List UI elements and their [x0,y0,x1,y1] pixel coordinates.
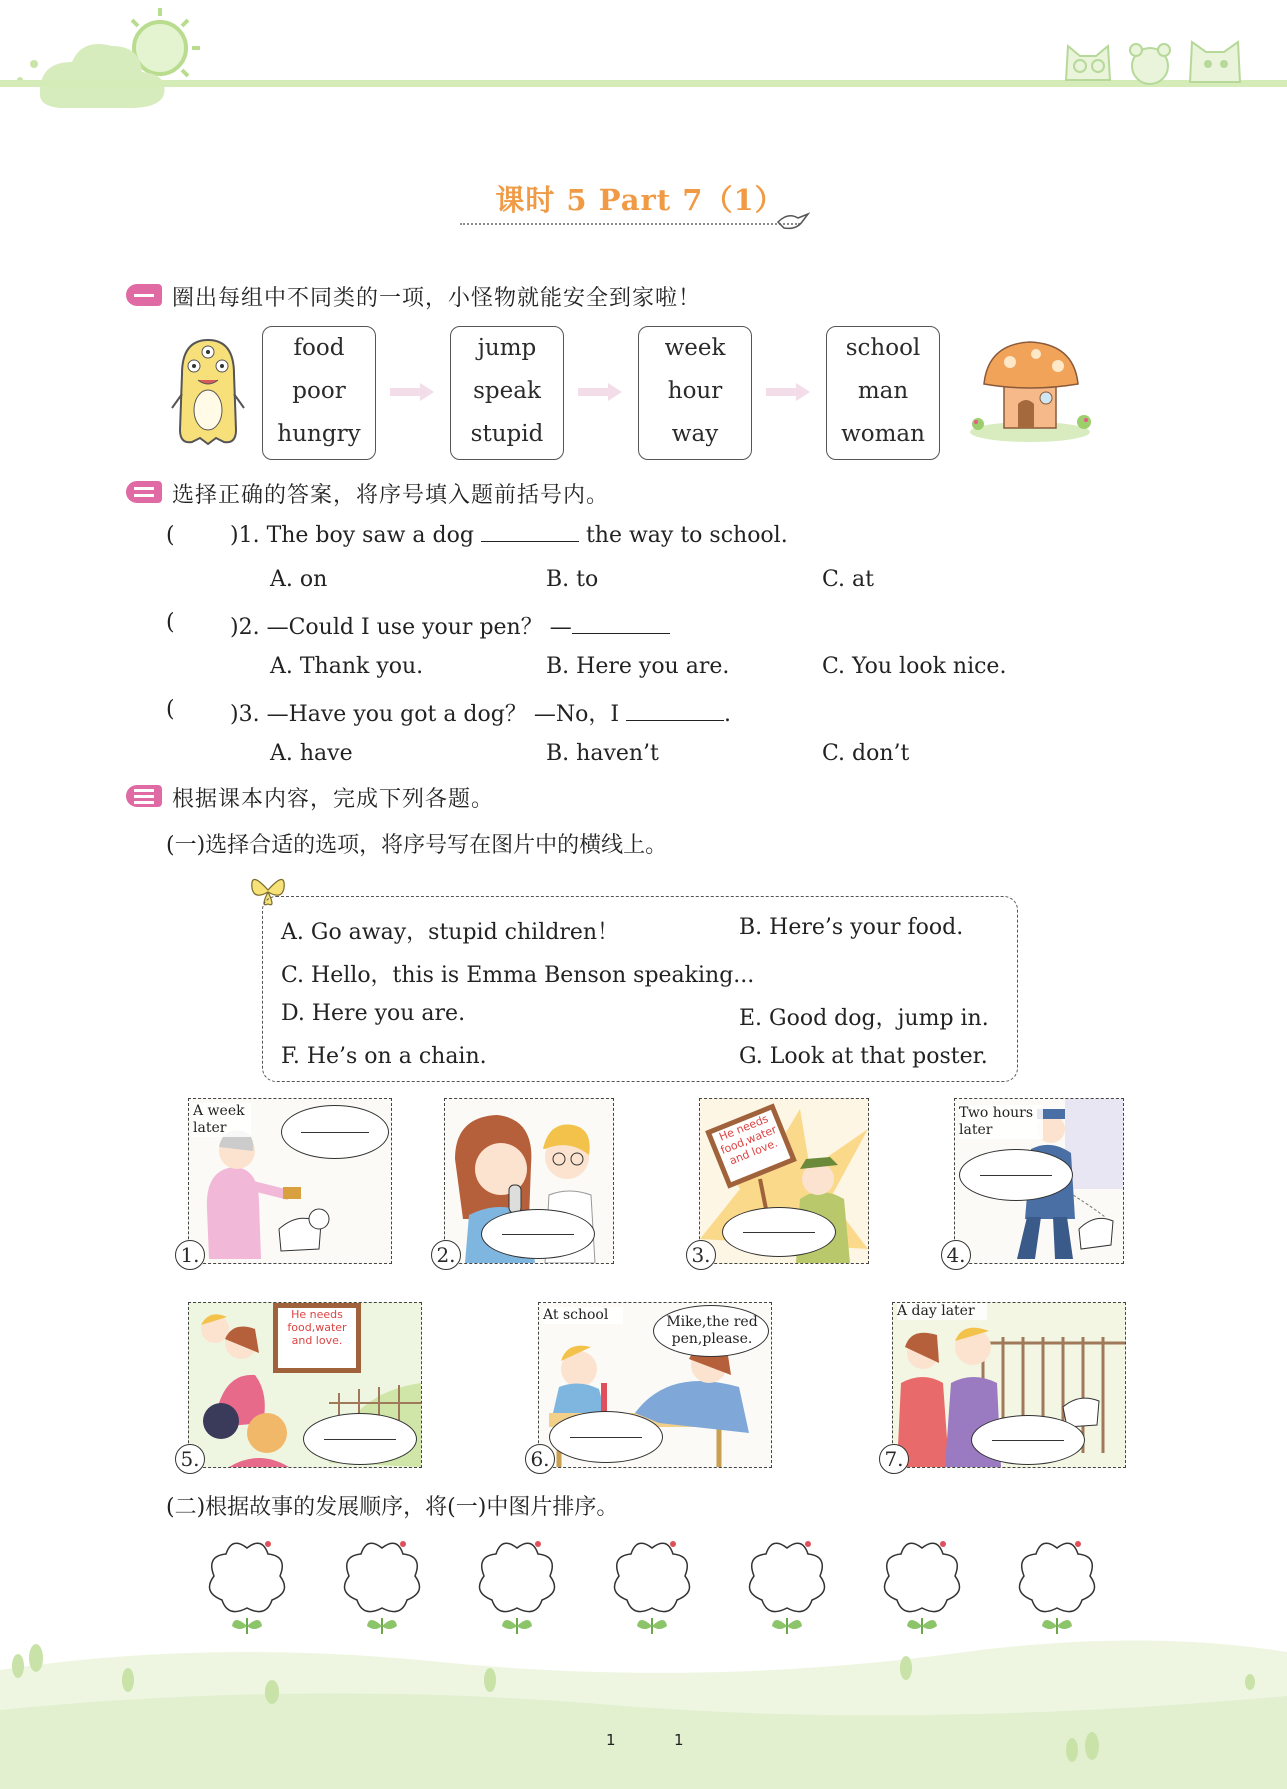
speech-bubble-blank[interactable] [722,1207,836,1257]
title-underline [460,223,800,225]
question-number: )3. [230,702,260,727]
options-box [262,896,1018,1082]
question-text-end: the way to school. [585,523,788,548]
word-group-3 [638,326,752,460]
story-option-g: G. Look at that poster. [739,1044,988,1069]
speech-text: Mike,the red pen,please. [666,1314,758,1347]
word[interactable]: school [845,335,921,361]
question-3 [230,697,731,728]
word[interactable]: week [664,335,726,361]
word-group-1 [262,326,376,460]
picture-number: 2. [431,1240,461,1270]
question-text: —Have you got a dog？ —No，I [266,702,620,727]
section3-badge [126,785,162,807]
picture-caption: Two hours later [959,1105,1043,1139]
story-picture-6 [538,1302,772,1468]
mushroom-house-icon [966,338,1096,444]
section2-instruction: 选择正确的答案，将序号填入题前括号内。 [172,483,610,508]
word[interactable]: food [293,335,345,361]
speech-bubble-blank[interactable] [971,1415,1085,1465]
bird-icon [776,210,810,232]
word[interactable]: hungry [277,421,361,447]
section3-instruction: 根据课本内容，完成下列各题。 [172,787,495,812]
section1-badge [126,284,162,306]
story-picture-2 [444,1098,614,1264]
question-number: )1. [230,523,260,548]
arrow-right-icon [578,383,622,401]
story-option-a: A. Go away，stupid children！ [281,920,620,945]
option-c[interactable]: C. at [822,567,874,592]
grass-hills-decoration [0,1600,1287,1789]
answer-paren[interactable]: ( [166,523,175,548]
word-group-4 [826,326,940,460]
picture-number: 3. [686,1240,716,1270]
word[interactable]: hour [667,378,723,404]
section2-badge [126,481,162,503]
picture-number: 5. [175,1444,205,1474]
page-title: 课时 5 Part 7（1） [495,183,785,217]
question-number: )2. [230,615,260,640]
part1-instruction: (一)选择合适的选项，将序号写在图片中的横线上。 [166,833,668,858]
story-picture-5 [188,1302,422,1468]
picture-number: 4. [941,1240,971,1270]
option-a[interactable]: A. have [270,741,353,766]
monster-icon [168,334,248,448]
story-option-d: D. Here you are. [281,1001,466,1026]
part2-instruction: (二)根据故事的发展顺序，将(一)中图片排序。 [166,1495,619,1520]
answer-blank[interactable] [481,523,579,542]
question-1 [230,523,788,548]
question-2 [230,610,670,641]
word[interactable]: jump [477,335,537,361]
page-number-left: 1 [606,1731,616,1749]
picture-caption: A week later [193,1103,251,1137]
word[interactable]: stupid [470,421,544,447]
speech-bubble-blank[interactable] [481,1209,595,1259]
option-b[interactable]: B. Here you are. [546,654,730,679]
question-text-end: . [724,702,732,727]
picture-caption: A day later [897,1303,987,1320]
story-picture-4 [954,1098,1124,1264]
word[interactable]: woman [841,421,925,447]
speech-bubble-blank[interactable] [549,1411,663,1463]
option-a[interactable]: A. Thank you. [270,654,424,679]
arrow-right-icon [766,383,810,401]
word[interactable]: man [857,378,909,404]
story-picture-1 [188,1098,392,1264]
sun-cloud-icon [0,0,230,120]
speech-bubble-blank[interactable] [303,1413,417,1465]
poster-sign: He needs food,water and love. [705,1103,797,1188]
word[interactable]: speak [473,378,541,404]
option-c[interactable]: C. You look nice. [822,654,1007,679]
question-text: —Could I use your pen？ — [266,615,572,640]
story-option-f: F. He’s on a chain. [281,1044,487,1069]
answer-blank[interactable] [626,702,724,721]
speech-bubble-blank[interactable] [959,1149,1073,1201]
speech-bubble [653,1305,769,1357]
question-text: The boy saw a dog [266,523,474,548]
picture-number: 1. [175,1240,205,1270]
arrow-right-icon [390,383,434,401]
answer-blank[interactable] [572,615,670,634]
story-option-e: E. Good dog，jump in. [739,1006,989,1031]
word-group-2 [450,326,564,460]
picture-number: 6. [525,1444,555,1474]
answer-paren[interactable]: ( [166,610,175,635]
option-a[interactable]: A. on [270,567,328,592]
word[interactable]: poor [292,378,346,404]
speech-bubble-blank[interactable] [281,1105,389,1159]
poster-sign: He needs food,water and love. [273,1303,361,1373]
answer-paren[interactable]: ( [166,697,175,722]
story-option-c: C. Hello，this is Emma Benson speaking... [281,963,755,988]
story-option-b: B. Here’s your food. [739,915,964,940]
story-picture-7 [892,1302,1126,1468]
story-picture-3 [699,1098,869,1264]
picture-number: 7. [879,1444,909,1474]
animal-faces-icon [1060,28,1260,88]
option-c[interactable]: C. don’t [822,741,910,766]
option-b[interactable]: B. haven’t [546,741,659,766]
page-number-right: 1 [674,1731,684,1749]
section1-instruction: 圈出每组中不同类的一项，小怪物就能安全到家啦！ [172,286,702,311]
picture-caption: At school [543,1307,623,1324]
option-b[interactable]: B. to [546,567,599,592]
word[interactable]: way [671,421,719,447]
